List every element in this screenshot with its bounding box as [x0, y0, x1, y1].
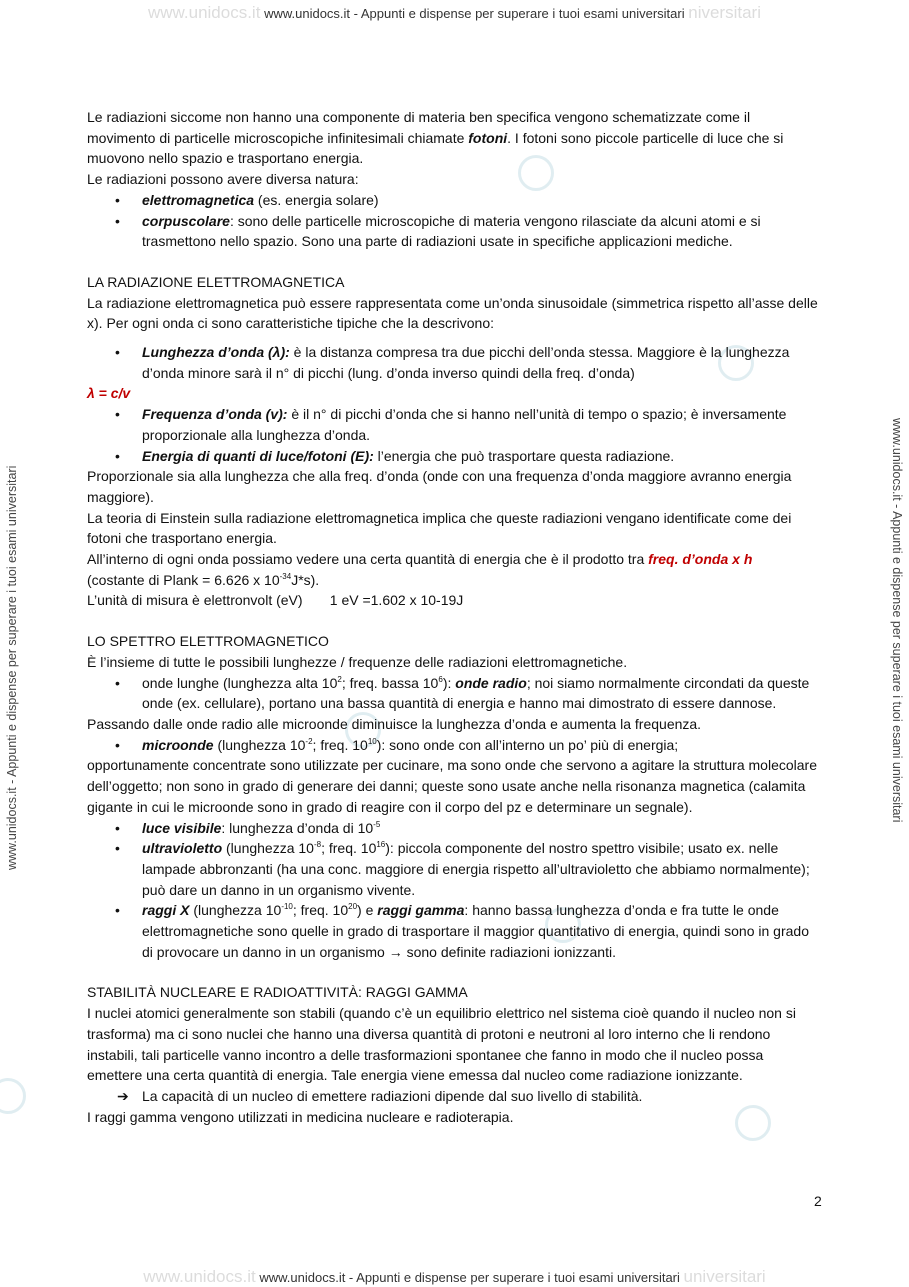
list-item: • onde lunghe (lunghezza alta $10^2$; freq. bassa $10^6$): onde radio; noi siamo normalmente circondati da queste onde (ex. cellulare), portano una bassa quantità di energia e hanno mai dimostrato di essere dannose. [87, 673, 822, 714]
list-item: • Lunghezza d’onda (λ): è la distanza compresa tra due picchi dell’onda stessa. Maggiore è la lunghezza d’onda minore sarà il n° di picchi (lung. d’onda inverso quindi della freq. d’onda) [87, 342, 822, 383]
list-item: • microonde (lunghezza $10^{-2}$; freq. $10^{10}$): sono onde con all’interno un po’ più di energia; [87, 735, 822, 756]
page-number: 2 [814, 1193, 822, 1209]
paragraph: Passando dalle onde radio alle microonde diminuisce la lunghezza d’onda e aumenta la frequenza. [87, 715, 702, 732]
list-item: • luce visibile: lunghezza d’onda di $10^{-5}$ [87, 818, 822, 839]
formula: λ = c/v [87, 385, 131, 402]
paragraph: È l’insieme di tutte le possibili lunghezze / frequenze delle radiazioni elettromagnetiche. [87, 653, 628, 670]
side-watermark-right: www.unidocs.it - Appunti e dispense per superare i tuoi esami universitari [890, 418, 904, 823]
intro-paragraph-2: Le radiazioni possono avere diversa natura: [87, 171, 359, 188]
paragraph: La radiazione elettromagnetica può essere rappresentata come un’onda sinusoidale (simmetrica rispetto all’asse delle x). Per ogni onda ci sono caratteristiche tipiche che la descrivono: [87, 294, 818, 332]
list-item: • corpuscolare: sono delle particelle microscopiche di materia vengono rilasciate da alcuni atomi e si trasmettono nello spazio. Sono una parte di radiazioni usate in specifiche applicazioni mediche. [87, 211, 822, 252]
header-ghost-right: niversitari [688, 3, 761, 22]
footer-ghost-left: www.unidocs.it [143, 1267, 256, 1286]
list-item: • Energia di quanti di luce/fotoni (E): l’energia che può trasportare questa radiazione. [87, 446, 822, 467]
header-watermark [0, 3, 909, 23]
paragraph: All’interno di ogni onda possiamo vedere una certa quantità di energia che è il prodotto tra freq. d’onda x h (costante di Plank = 6.626 x $10^{-34}J*s$). [87, 551, 753, 588]
arrow-list-item: ➔ La capacità di un nucleo di emettere radiazioni dipende dal suo livello di stabilità. [87, 1086, 822, 1107]
footer-ghost-right: universitari [683, 1267, 766, 1286]
side-watermark-left: www.unidocs.it - Appunti e dispense per superare i tuoi esami universitari [5, 465, 19, 870]
list-item: • raggi X (lunghezza $10^{-10}$; freq. $10^{20}$) e raggi gamma: hanno bassa lunghezza d’onda e fra tutte le onde elettromagnetiche sono quelle in grado di trasportare il maggior quantitativo di energia, quindi sono in grado di provocare un danno in un organismo → sono definite radiazioni ionizzanti. [87, 900, 822, 962]
paragraph: L’unità di misura è elettronvolt (eV) 1 eV =1.602 x 10-19J [87, 592, 464, 609]
watermark-logo-icon [0, 1078, 26, 1114]
footer-text: www.unidocs.it - Appunti e dispense per superare i tuoi esami universitari [259, 1270, 680, 1285]
paragraph: I raggi gamma vengono utilizzati in medicina nucleare e radioterapia. [87, 1108, 514, 1125]
section-heading: LO SPETTRO ELETTROMAGNETICO [87, 633, 329, 650]
right-arrow-icon: ➔ [117, 1087, 129, 1104]
header-ghost-left: www.unidocs.it [148, 3, 261, 22]
list-item: • ultravioletto (lunghezza $10^{-8}$; freq. $10^{16}$): piccola componente del nostro spettro visibile; usato ex. nelle lampade abbronzanti (ha una conc. maggiore di energia rispetto all’ultravioletto che abbiamo normalmente); può dare un danno in un organismo vivente. [87, 838, 822, 900]
list-item: • elettromagnetica (es. energia solare) [87, 190, 822, 211]
intro-paragraph-1: Le radiazioni siccome non hanno una componente di materia ben specifica vengono schematizzate come il movimento di particelle microscopiche infinitesimali chiamate fotoni. I fotoni sono piccole particelle di luce che si muovono nello spazio e trasportano energia. [87, 109, 784, 167]
paragraph: Proporzionale sia alla lunghezza che alla freq. d’onda (onde con una frequenza d’onda maggiore avranno energia maggiore). [87, 468, 792, 505]
section-heading: LA RADIAZIONE ELETTROMAGNETICA [87, 273, 345, 290]
footer-watermark [0, 1267, 909, 1287]
list-item: • Frequenza d’onda (v): è il n° di picchi d’onda che si hanno nell’unità di tempo o spazio; è inversamente proporzionale alla lunghezza d’onda. [87, 404, 822, 445]
document-body [87, 107, 822, 1127]
header-text: www.unidocs.it - Appunti e dispense per superare i tuoi esami universitari [264, 6, 685, 21]
paragraph: opportunamente concentrate sono utilizzate per cucinare, ma sono onde che servono a agitare la struttura molecolare dell’oggetto; non sono in grado di generare dei danni; queste sono usate anche nella risonanza magnetica (calamita gigante in cui le microonde sono in grado di reagire con il corpo del pz e determinare un segnale). [87, 757, 817, 815]
section-heading: STABILITÀ NUCLEARE E RADIOATTIVITÀ: RAGGI GAMMA [87, 984, 468, 1001]
paragraph: I nuclei atomici generalmente son stabili (quando c’è un equilibrio elettrico nel sistema cioè quando il nucleo non si trasforma) ma ci sono nuclei che hanno una diversa quantità di protoni e neutroni al loro interno che li rendono instabili, tali particelle vanno incontro a delle trasformazioni spontanee che fanno in modo che il nucleo possa emettere una certa quantità di energia. Tale energia viene emessa dal nucleo come radiazione ionizzante. [87, 1005, 796, 1084]
paragraph: La teoria di Einstein sulla radiazione elettromagnetica implica che queste radiazioni vengano identificate come dei fotoni che trasportano energia. [87, 509, 792, 547]
